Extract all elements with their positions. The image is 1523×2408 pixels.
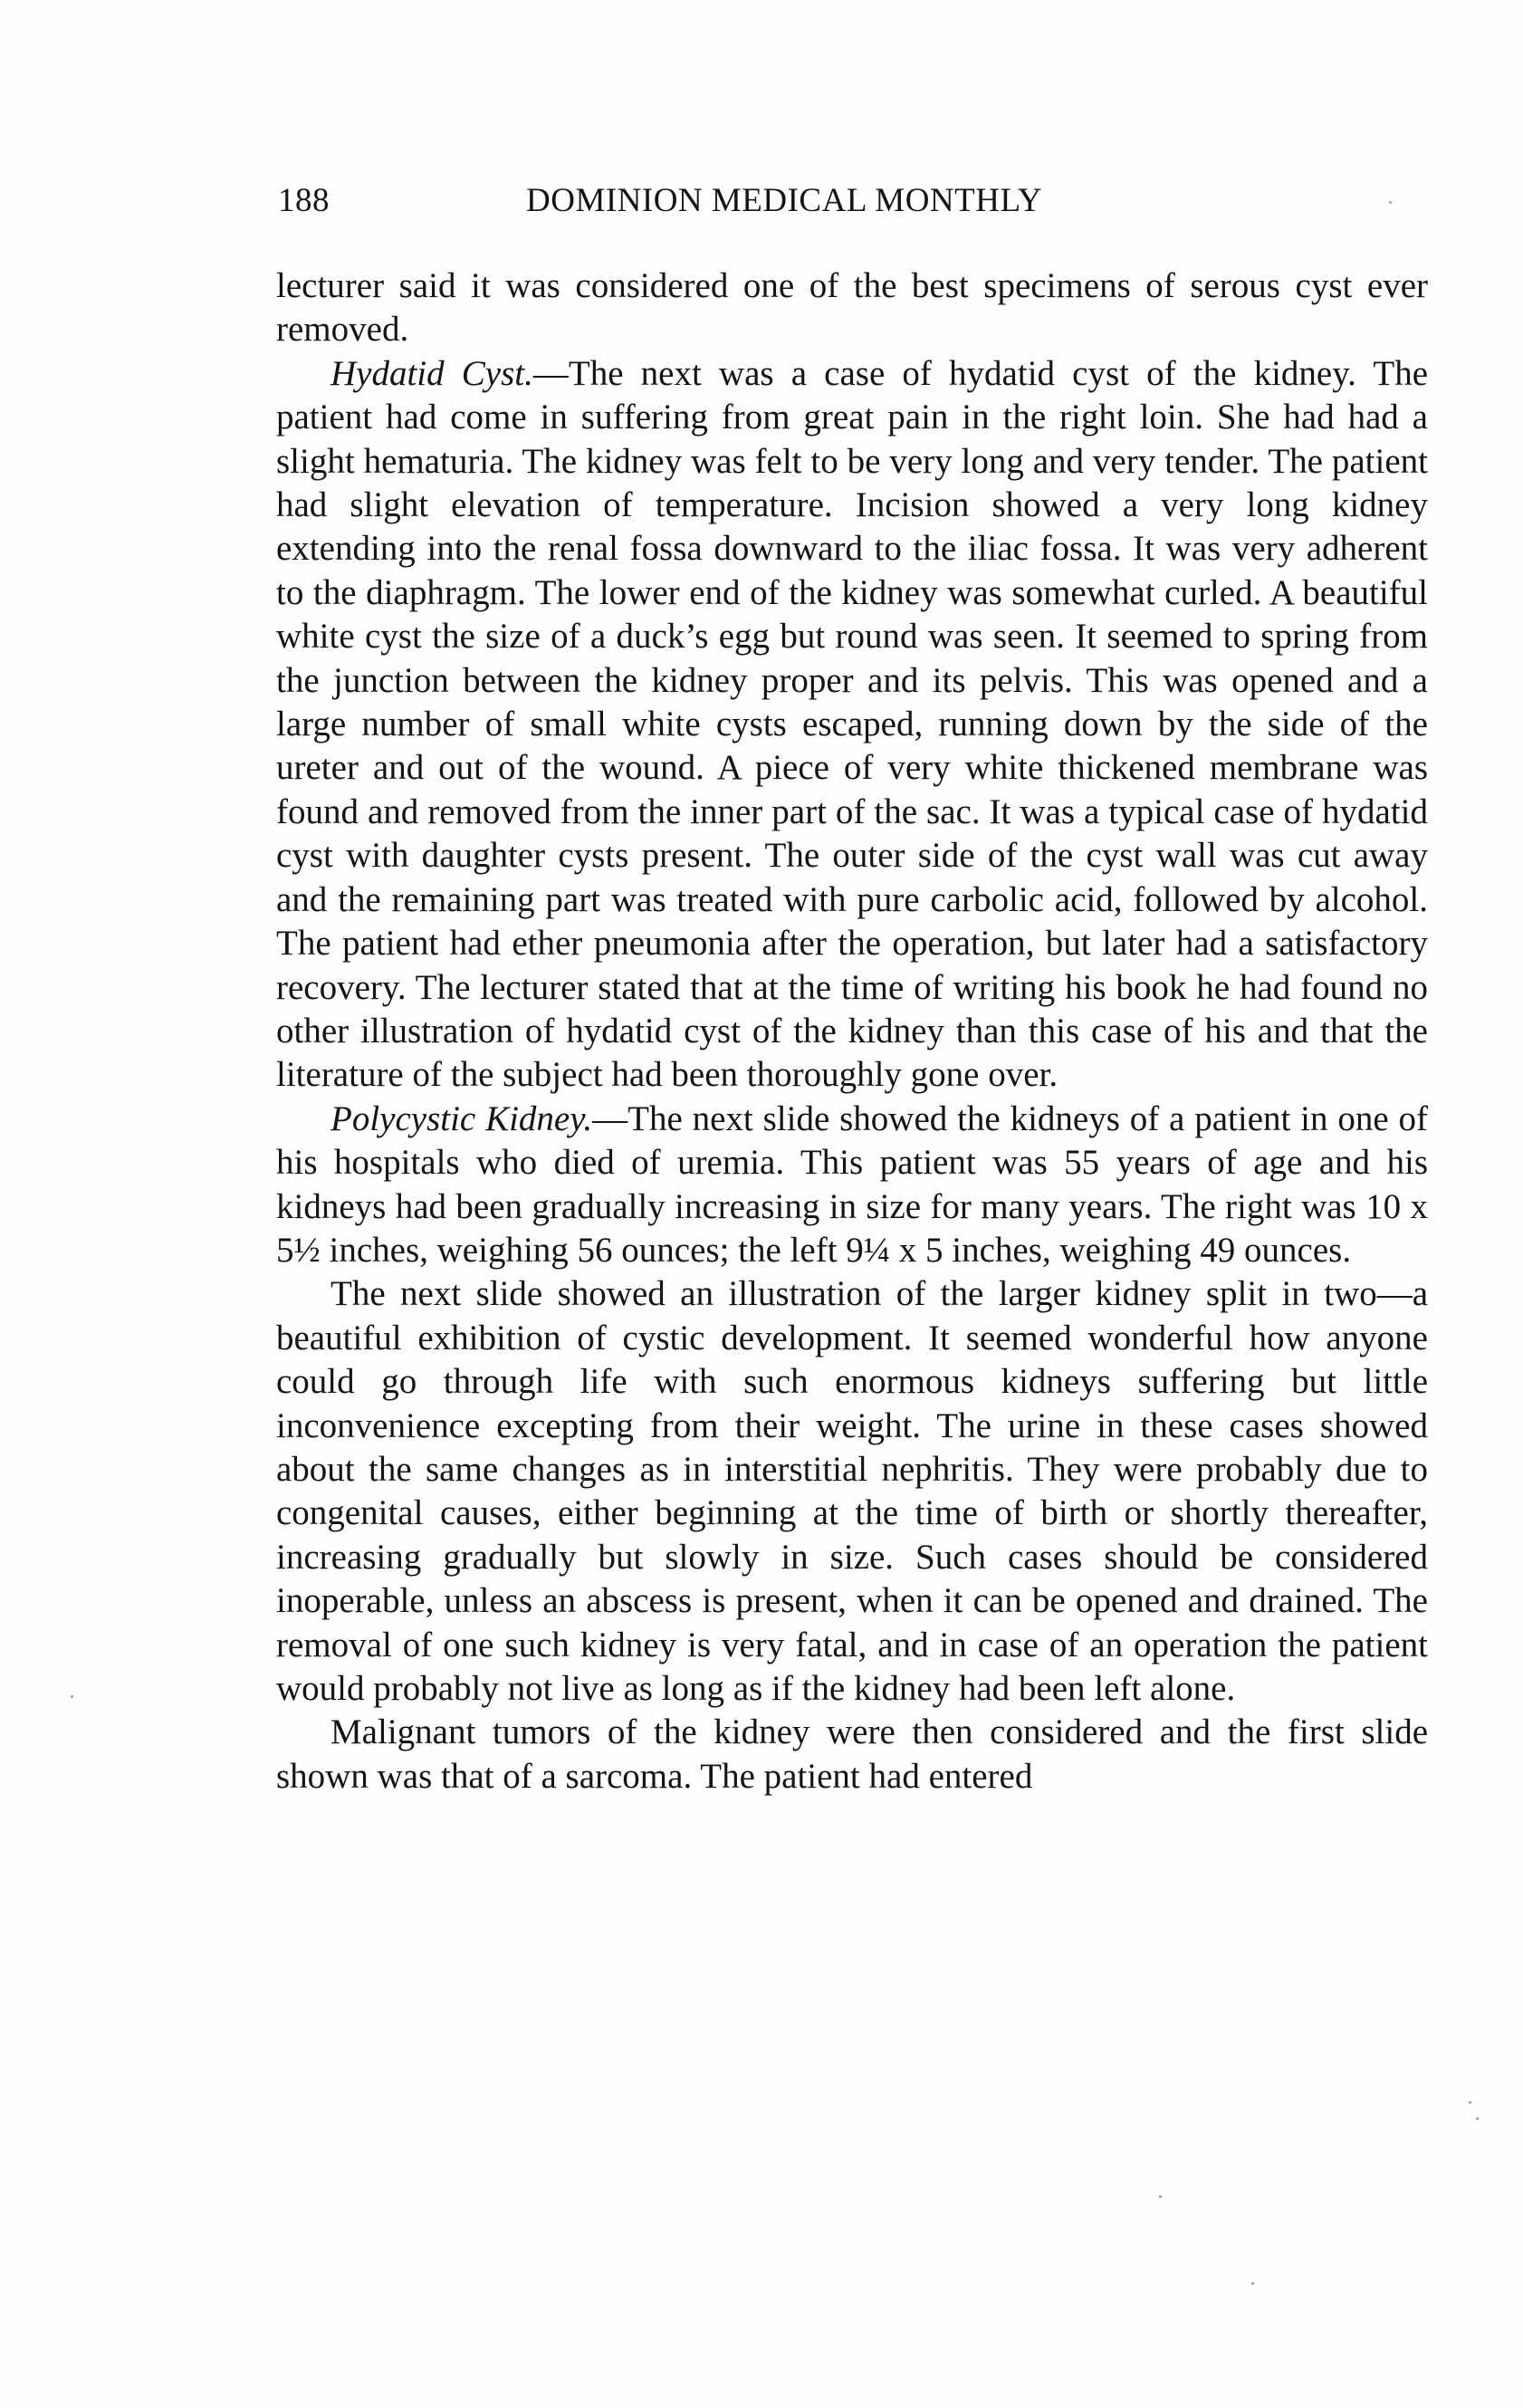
paper-speck <box>1476 2117 1479 2120</box>
journal-title: DOMINION MEDICAL MONTHLY <box>526 182 1043 219</box>
paragraph-larger-kidney <box>276 1272 1428 1711</box>
paper-speck <box>1251 2282 1254 2285</box>
paragraph-continued <box>276 264 1428 352</box>
page-number: 188 <box>278 182 330 219</box>
paper-speck <box>71 1695 73 1698</box>
paper-speck <box>1469 2101 1471 2104</box>
paper-speck <box>1389 201 1392 204</box>
paragraph-text: —The next was a case of hydatid cyst of the kidney. The patient had come in suffering from great pain in the right loin. She had had a slight hematuria. The kidney was felt to be very long and very tender. The patient had slight elevation of temperature. Incision showed a very long kidney extending into the renal fossa downward to the iliac fossa. It was very adherent to the diaphragm. The lower end of the kidney was somewhat curled. A beautiful white cyst the size of a duck’s egg but round was seen. It seemed to spring from the junction between the kidney proper and its pelvis. This was opened and a large number of small white cysts escaped, running down by the side of the ureter and out of the wound. A piece of very white thickened membrane was found and removed from the inner part of the sac. It was a typical case of hydatid cyst with daughter cysts present. The outer side of the cyst wall was cut away and the remaining part was treated with pure carbolic acid, followed by alcohol. The patient had ether pneumonia after the operation, but later had a satisfactory recovery. The lecturer stated that at the time of writing his book he had found no other illustration of hydatid cyst of the kidney than this case of his and that the literature of the subject had been thoroughly gone over. <box>276 353 1428 1095</box>
paragraph-malignant-tumors <box>276 1711 1428 1799</box>
paragraph-text: —The next slide showed the kidneys of a patient in one of his hospitals who died of uremia. This patient was 55 years of age and his kidneys had been gradually increasing in size for many years. The right was 10 x 5½ inches, weighing 56 ounces; the left 9¼ x 5 inches, weighing 49 ounces. <box>276 1098 1428 1270</box>
paragraph-text: Malignant tumors of the kidney were then considered and the first slide shown was that of a sarcoma. The patient had entered <box>276 1712 1428 1796</box>
article-body <box>276 264 1428 1799</box>
paragraph-text: lecturer said it was considered one of the best specimens of serous cyst ever removed. <box>276 266 1428 350</box>
section-heading-polycystic-kidney: Polycystic Kidney. <box>330 1098 593 1138</box>
running-head <box>278 181 1437 235</box>
paragraph-text: The next slide showed an illustration of the larger kidney split in two—a beautiful exhibition of cystic development. It seemed wonderful how anyone could go through life with such enormous kidneys suffering but little inconvenience excepting from their weight. The urine in these cases showed about the same changes as in interstitial nephritis. They were probably due to congenital causes, either beginning at the time of birth or shortly thereafter, increasing gradually but slowly in size. Such cases should be considered inoperable, unless an abscess is present, when it can be opened and drained. The removal of one such kidney is very fatal, and in case of an operation the patient would probably not live as long as if the kidney had been left alone. <box>276 1274 1428 1708</box>
section-heading-hydatid-cyst: Hydatid Cyst. <box>330 353 533 393</box>
paper-speck <box>1159 2195 1162 2198</box>
paragraph-polycystic-kidney <box>276 1098 1428 1273</box>
paragraph-hydatid-cyst <box>276 352 1428 1098</box>
